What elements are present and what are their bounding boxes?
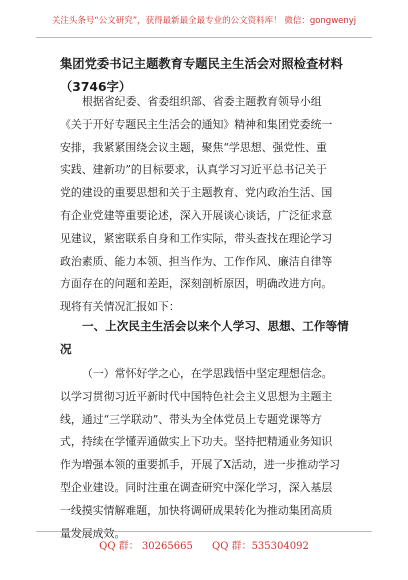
footer-divider xyxy=(36,531,372,532)
paragraph-line: 安排，我紧紧围绕会议主题，聚焦“学思想、强党性、重 xyxy=(60,140,327,154)
header-divider xyxy=(36,37,372,38)
footer-qq-group-1: QQ 群： 30265665 xyxy=(99,541,193,552)
paragraph-line: 根据省纪委、省委组织部、省委主题教育领导小组 xyxy=(82,95,322,108)
section-heading-line: 况 xyxy=(60,342,72,356)
paragraph-line: 式，持续在学懂弄通做实上下功夫。坚持把精通业务知识 xyxy=(60,435,333,449)
header-banner: 关注头条号“公文研究”，获得最新最全最专业的公文资料库！ 微信：gongwenyj xyxy=(51,16,357,26)
body-paragraph xyxy=(60,363,358,545)
paragraph-line: 《关于开好专题民主生活会的通知》精神和集团党委统一 xyxy=(60,117,333,131)
paragraph-line: 以学习贯彻习近平新时代中国特色社会主义思想为主题主 xyxy=(60,389,333,403)
paragraph-line: （一）常怀好学之心，在学思践悟中坚定理想信念。 xyxy=(82,367,333,380)
section-heading-line: 一、上次民主生活会以来个人学习、思想、工作等情 xyxy=(82,319,349,333)
paragraph-line: 型企业建设。同时注重在调查研究中深化学习，深入基层 xyxy=(60,480,333,494)
footer-qq-group-2: QQ 群：535304092 xyxy=(212,541,309,552)
paragraph-line: 现将有关情况汇报如下： xyxy=(60,300,180,314)
paragraph-line: 有企业党建等重要论述，深入开展谈心谈话，广泛征求意 xyxy=(60,208,333,222)
paragraph-line: 一线摸实情解难题，加快将调研成果转化为推动集团高质 xyxy=(60,503,333,517)
paragraph-line: 作为增强本领的重要抓手，开展了X活动，进一步推动学习 xyxy=(60,458,341,472)
section-heading xyxy=(60,315,360,361)
paragraph-line: 实践、建新功”的目标要求，认真学习习近平总书记关于 xyxy=(60,163,327,177)
paragraph-line: 见建议，紧密联系自身和工作实际，带头查找在理论学习 xyxy=(60,231,333,245)
paragraph-line: 党的建设的重要思想和关于主题教育、党内政治生活、国 xyxy=(60,186,333,200)
paragraph-line: 线，通过“三学联动”、带头为全体党员上专题党课等方 xyxy=(60,412,322,426)
paragraph-line: 政治素质、能力本领、担当作为、工作作风、廉洁自律等 xyxy=(60,254,333,268)
footer-contacts xyxy=(0,537,408,552)
paragraph-line: 方面存在的问题和差距，深刻剖析原因，明确改进方向。 xyxy=(60,277,333,291)
paragraph-line: 量发展成效。 xyxy=(60,526,126,540)
document-title: 集团党委书记主题教育专题民主生活会对照检查材料 xyxy=(60,57,343,71)
intro-paragraph xyxy=(60,91,358,319)
word-count: （3746字） xyxy=(60,80,132,94)
